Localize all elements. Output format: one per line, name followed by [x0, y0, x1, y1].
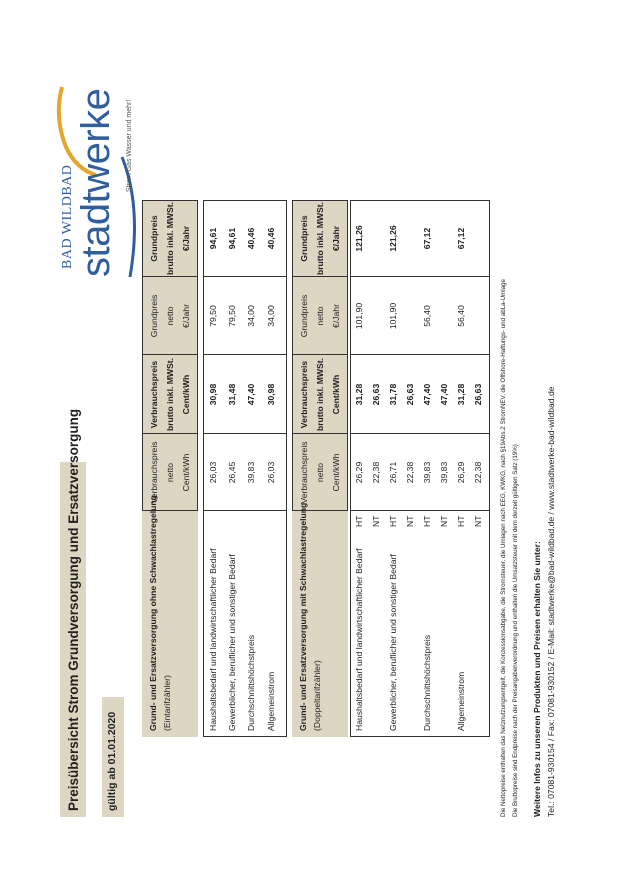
info-contact[interactable]: Tel.: 07081-930154 / Fax: 07081-930152 / E-Mail: stadtwerke@bad-wildbad.de / www.stadtwerke-bad-wildbad.de: [546, 386, 556, 817]
logo-main-text: stadtwerke: [74, 88, 118, 277]
valid-from-date: gültig ab 01.01.2020: [106, 711, 118, 811]
footnote-netto: Die Nettopreise enthalten das Netznutzungsentgelt, die Konzessionsabgabe, die Stromsteuer, die Umlagen nach EEG, KWKG, nach §19Abs.2 StromNEV, die Offshore-Haftungs- und abLa-Umlage: [500, 279, 507, 817]
table2-subheading: (Doppeltarifzähler): [312, 660, 322, 731]
page-title: Preisübersicht Strom Grundversorgung und Ersatzversorgung: [66, 408, 81, 811]
col-grund-brutto-header: Grundpreis brutto inkl. MWSt. €/Jahr: [149, 201, 191, 276]
table2-heading: Grund- und Ersatzversorgung mit Schwachlastregelung: [298, 502, 308, 731]
logo-tagline: Strom Gas Wasser und mehr!: [126, 99, 133, 192]
col-verbrauch-netto-header-2: Verbrauchspreis netto Cent/kWh: [299, 441, 341, 504]
col-grund-netto-header-2: Grundpreis netto €/Jahr: [299, 294, 341, 338]
col-verbrauch-netto-header: Verbrauchspreis netto Cent/kWh: [149, 441, 191, 504]
table1-subheading: (Eintarifzähler): [162, 675, 172, 731]
rotated-document: Preisübersicht Strom Grundversorgung und Ersatzversorgung gültig ab 01.01.2020 BAD WILDBAD stadtwerke Strom Gas Wasser und mehr! Grund- und Ersatzversorgung ohne Schwachlastregelung (Eintarifzähler) Verbrauchspreis netto Cent/kWh Verbrauchspreis brutto inkl. MWSt. Cent/kWh Grundpreis netto €/Jahr Grundpreis brutto inkl. MWSt. €/Jahr Haushaltsbedarf und landwirtschaftlicher Bedarf 26,03 30,98 79,50 94,61 Gewerblicher, beruflicher und sonstiger Bedarf 26,45 31,48 79,50 94,61 Durchschnittshöchstpreis 39,83 47,40 34,00 40,46 Allgemeinstrom 26,03 30,98 34,00 40,46 Grund- und Ersatzversorgung mit Schwachlastregelung (Doppeltarifzähler) Verbrauchspreis netto Cent/kWh Verbrauchspreis brutto inkl. MWSt. Cent/kWh Grundpreis netto €/Jahr Grundpreis brutto inkl. MWSt. €/Jahr Haushaltsbedarf und landwirtschaftlicher Bedarf HT 26,29 31,28 101,90 121,26 NT 22,38 26,63 Gewerblicher, beruflicher und sonstiger Bedarf HT 26,71 31,78 101,90 121,26 NT 22,38 26,63 Durchschnittshöchstpreis HT 39,83 47,40 56,40 67,12 NT 39,83 47,40 Allgemeinstrom HT 26,29 31,28 56,40 67,12 NT 22,38 26,63 Die Nettopreise enthalten das Netznutzungsentgelt, die Konzessionsabgabe, die Stromsteuer, die Umlagen nach EEG, KWKG, nach §19Abs.2 StromNEV, die Offshore-Haftungs- und abLa-Umlage Die Bruttopreise sind Endpreise nach der Preisangabenverordnung und enthalten die Umsatzsteuer mit dem derzeit gültigen Satz (19%) Weitere Infos zu unseren Produkten und Preisen erhalten Sie unter: Tel.: 07081-930154 / Fax: 07081-930152 / E-Mail: stadtwerke@bad-wildbad.de / www.stadtwerke-bad-wildbad.de: [0, 0, 620, 877]
col-grund-netto-header: Grundpreis netto €/Jahr: [149, 294, 191, 338]
logo-top-text: BAD WILDBAD: [60, 164, 75, 269]
col-verbrauch-brutto-header: Verbrauchspreis brutto inkl. MWSt. Cent/kWh: [149, 357, 191, 432]
table1-heading: Grund- und Ersatzversorgung ohne Schwachlastregelung: [148, 495, 158, 731]
col-verbrauch-brutto-header-2: Verbrauchspreis brutto inkl. MWSt. Cent/kWh: [299, 357, 341, 432]
footnote-brutto: Die Bruttopreise sind Endpreise nach der Preisangabenverordnung und enthalten die Umsatzsteuer mit dem derzeit gültigen Satz (19%): [512, 444, 519, 817]
logo: [52, 72, 142, 287]
col-grund-brutto-header-2: Grundpreis brutto inkl. MWSt. €/Jahr: [299, 201, 341, 276]
info-heading: Weitere Infos zu unseren Produkten und Preisen erhalten Sie unter:: [532, 541, 542, 817]
